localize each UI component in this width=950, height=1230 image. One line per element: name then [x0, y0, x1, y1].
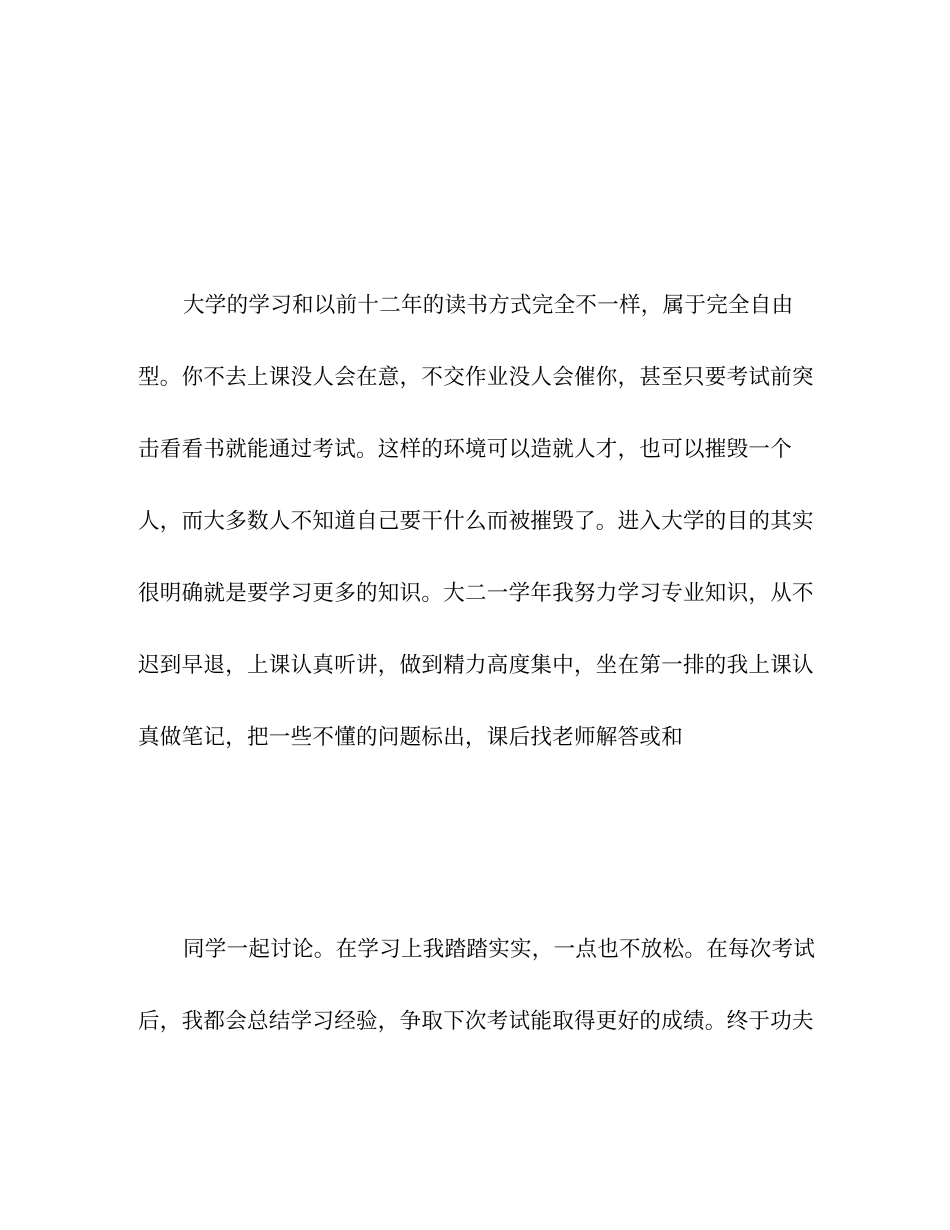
- paragraph-1-line-5: 很明确就是要学习更多的知识。大二一学年我努力学习专业知识，从不: [138, 581, 814, 606]
- paragraph-2-line-1: 同学一起讨论。在学习上我踏踏实实，一点也不放松。在每次考试: [183, 937, 816, 962]
- paragraph-1-line-1: 大学的学习和以前十二年的读书方式完全不一样，属于完全自由: [183, 293, 794, 318]
- paragraph-1-line-6: 迟到早退，上课认真听讲，做到精力高度集中，坐在第一排的我上课认: [138, 653, 814, 678]
- paragraph-2: [138, 924, 828, 1068]
- paragraph-1-line-4: 人，而大多数人不知道自己要干什么而被摧毁了。进入大学的目的其实: [138, 509, 814, 534]
- paragraph-1-line-7: 真做笔记，把一些不懂的问题标出，课后找老师解答或和: [138, 725, 684, 750]
- paragraph-1: [138, 280, 828, 784]
- paragraph-2-line-2: 后，我都会总结学习经验，争取下次考试能取得更好的成绩。终于功夫: [138, 1009, 814, 1034]
- paragraph-1-line-3: 击看看书就能通过考试。这样的环境可以造就人才，也可以摧毁一个: [138, 437, 793, 462]
- paragraph-1-line-2: 型。你不去上课没人会在意，不交作业没人会催你，甚至只要考试前突: [138, 365, 814, 390]
